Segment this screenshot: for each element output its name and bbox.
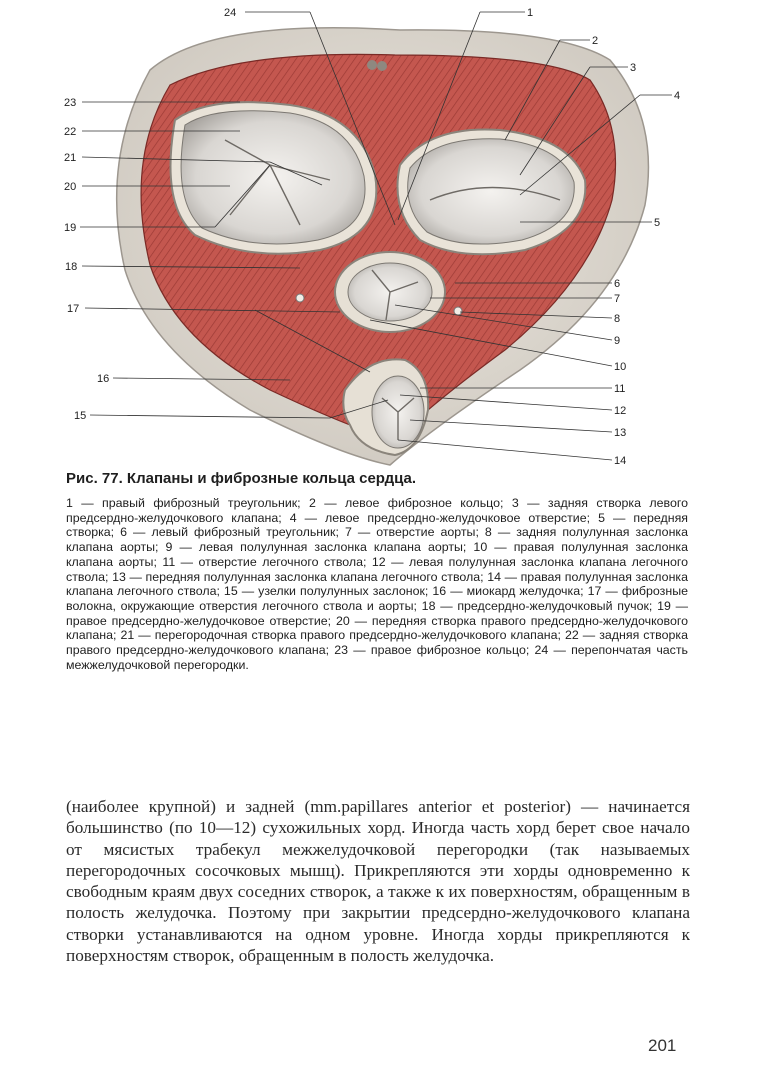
figure-label: 4 [674,90,681,102]
figure-caption-legend: 1 — правый фиброзный треугольник; 2 — левое фиброзное кольцо; 3 — задняя створка левого предсердно-желудочкового клапана; 4 — левое предсердно-желудочковое отверстие; 5 — передняя створка; 6 — левый фиброзный треугольник; 7 — отверстие аорты; 8 — задняя полулунная заслонка клапана аорты; 9 — левая полулунная заслонка клапана аорты; 10 — правая полулунная заслонка клапана аорты; 11 — отверстие легочного ствола; 12 — левая полулунная заслонка клапана легочного ствола; 13 — передняя полулунная заслонка клапана легочного ствола; 14 — правая полулунная заслонка клапана легочного ствола; 15 — узелки полулунных заслонок; 16 — миокард желудочка; 17 — фиброзные волокна, окружающие отверстия легочного ствола и аорты; 18 — предсердно-желудочковый пучок; 19 — правое предсердно-желудочковое отверстие; 20 — передняя створка правого предсердно-желудочкового клапана; 21 — перегородочная створка правого предсердно-желудочкового клапана; 22 — задняя створка правого предсердно-желудочкового клапана; 23 — правое фиброзное кольцо; 24 — перепончатая часть межжелудочковой перегородки. [66,496,688,672]
figure-label: 16 [97,373,110,385]
figure-label: 7 [614,293,621,305]
figure-label: 14 [614,455,627,467]
page-number: 201 [648,1036,677,1055]
body-paragraph: (наиболее крупной) и задней (mm.papillares anterior et posterior) — начинается большинство (по 10—12) сухожильных хорд. Иногда часть хорд берет свое начало от мясистых трабекул межжелудочковой перегородки (так называемых перегородочных сосочковых мышц). Прикрепляются эти хорды одновременно к свободным краям двух соседних створок, а также к их поверхностям, обращенным в полость желудочка. Поэтому при закрытии предсердно-желудочкового клапана створки устанавливаются на одном уровне. Иногда хорды прикрепляются к поверхностям створок, обращенным в полость желудочка. [66,797,690,966]
figure-label: 9 [614,335,621,347]
figure-label: 19 [64,222,77,234]
figure-label: 21 [64,152,77,164]
left-av-valve [398,129,586,254]
figure-label: 1 [527,7,534,19]
figure-label: 15 [74,410,87,422]
figure-label: 11 [614,383,626,395]
figure-label: 22 [64,126,77,138]
figure-label: 10 [614,361,627,373]
figure-label: 23 [64,97,77,109]
figure-label: 18 [65,261,78,273]
heart-valves-illustration [0,0,769,470]
figure-label: 24 [224,7,237,19]
figure-label: 20 [64,181,77,193]
aortic-valve [335,252,445,332]
figure-label: 12 [614,405,627,417]
figure-label: 5 [654,217,661,229]
figure-label: 17 [67,303,80,315]
figure-label: 13 [614,427,627,439]
figure-label: 6 [614,278,621,290]
figure-caption-title: Рис. 77. Клапаны и фиброзные кольца сердца. [66,470,417,487]
figure-label: 8 [614,313,621,325]
figure-label: 3 [630,62,637,74]
figure-label: 2 [592,35,599,47]
